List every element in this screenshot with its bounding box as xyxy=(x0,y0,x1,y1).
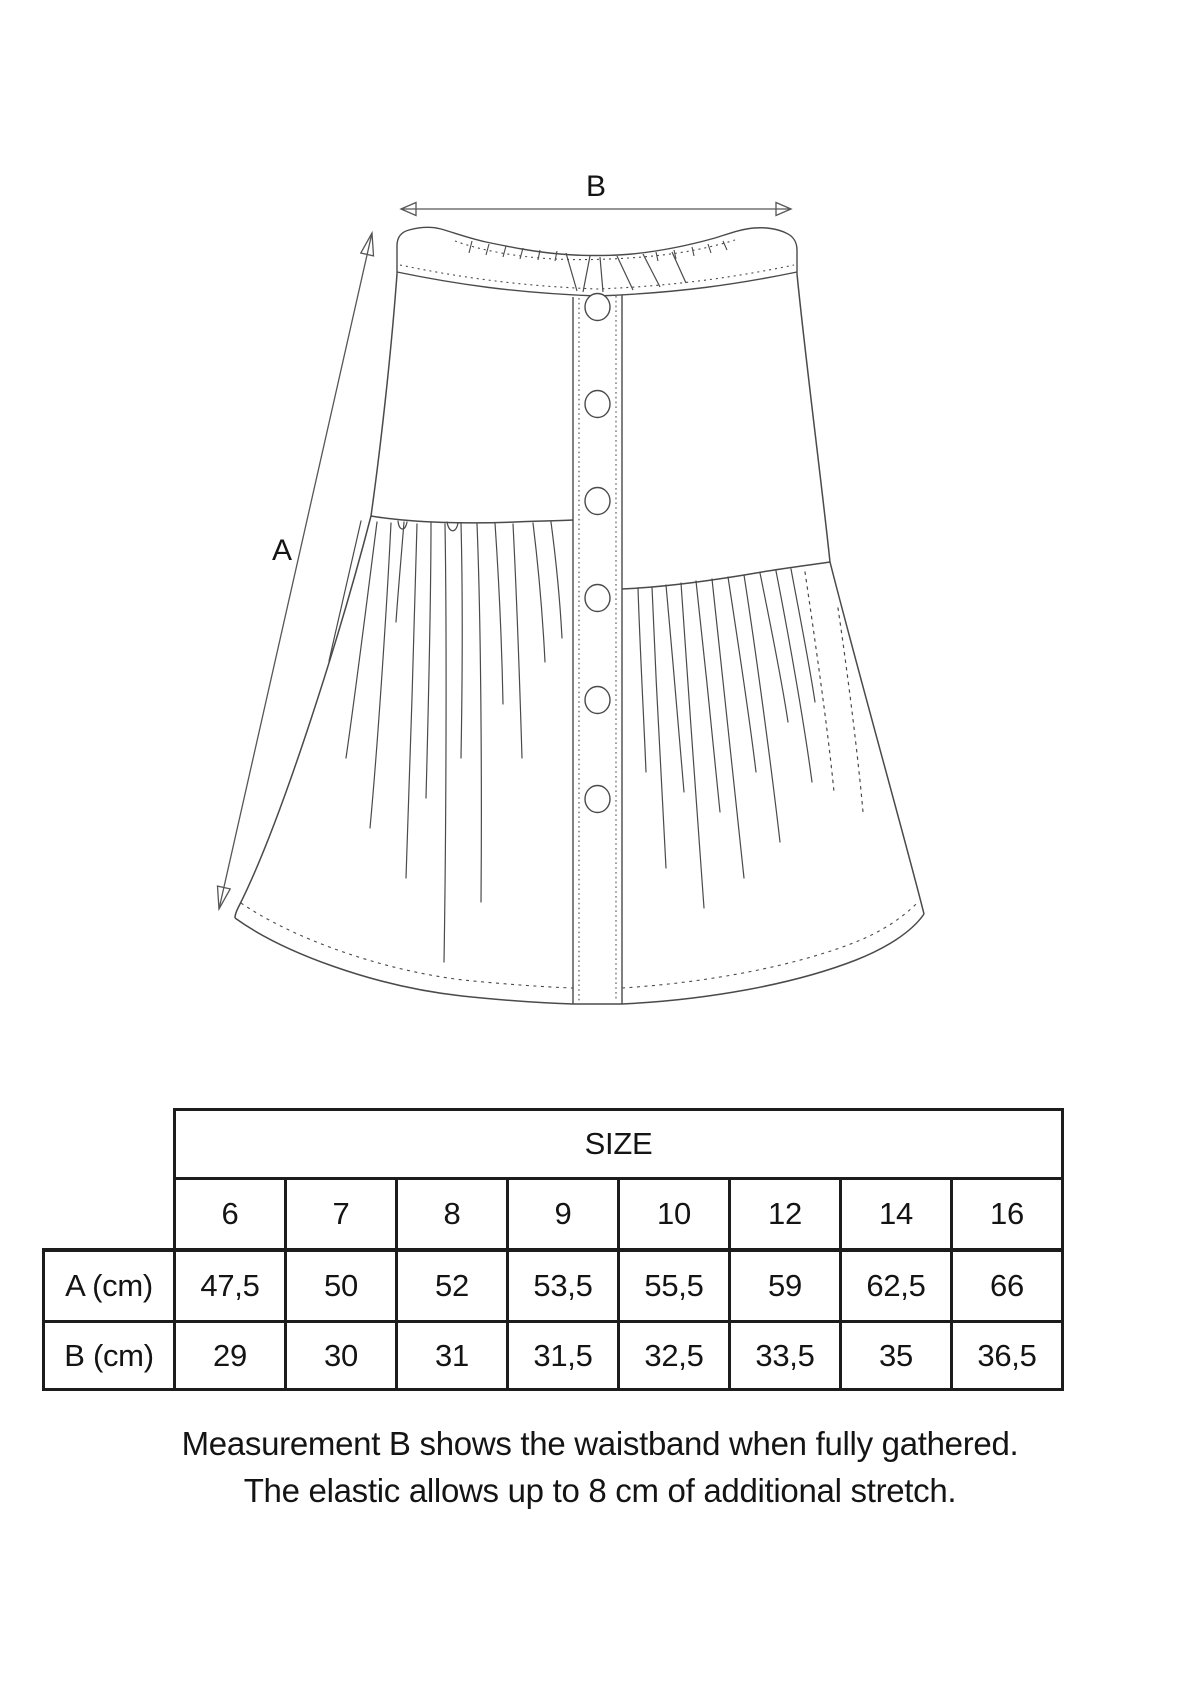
b-value-cell: 29 xyxy=(175,1322,286,1390)
row-label-a: A (cm) xyxy=(44,1250,175,1322)
b-value-cell: 31,5 xyxy=(508,1322,619,1390)
left-tier-gathers xyxy=(329,521,562,962)
label-a: A xyxy=(271,534,293,567)
a-value-cell: 66 xyxy=(952,1250,1063,1322)
size-header: SIZE xyxy=(175,1110,1063,1179)
button xyxy=(585,687,610,714)
measurement-note xyxy=(0,1420,1200,1514)
label-b: B xyxy=(585,170,607,203)
b-value-cell: 35 xyxy=(841,1322,952,1390)
button xyxy=(585,786,610,813)
button xyxy=(585,294,610,321)
b-value-cell: 30 xyxy=(286,1322,397,1390)
a-value-cell: 59 xyxy=(730,1250,841,1322)
b-value-cell: 36,5 xyxy=(952,1322,1063,1390)
button xyxy=(585,488,610,515)
size-cell: 14 xyxy=(841,1179,952,1250)
right-tier-gathers xyxy=(638,569,863,908)
size-table xyxy=(42,1108,1064,1391)
note-line-1: Measurement B shows the waistband when fully gathered. xyxy=(181,1425,1019,1462)
size-cell: 8 xyxy=(397,1179,508,1250)
size-table-sizes-row xyxy=(44,1179,1063,1250)
size-cell: 12 xyxy=(730,1179,841,1250)
measurement-b-row xyxy=(44,1322,1063,1390)
left-flare-edge xyxy=(235,516,371,918)
note-line-2: The elastic allows up to 8 cm of additional stretch. xyxy=(243,1472,957,1509)
button xyxy=(585,391,610,418)
measurement-a-row xyxy=(44,1250,1063,1322)
b-value-cell: 32,5 xyxy=(619,1322,730,1390)
hem-stitch xyxy=(241,903,573,988)
button xyxy=(585,585,610,612)
b-value-cell: 31 xyxy=(397,1322,508,1390)
size-cell: 7 xyxy=(286,1179,397,1250)
size-cell: 9 xyxy=(508,1179,619,1250)
b-value-cell: 33,5 xyxy=(730,1322,841,1390)
a-value-cell: 52 xyxy=(397,1250,508,1322)
waistband xyxy=(397,227,797,296)
left-tier-seam xyxy=(371,516,573,523)
size-cell: 6 xyxy=(175,1179,286,1250)
hem xyxy=(235,901,924,1004)
table-corner-spacer xyxy=(44,1110,175,1250)
left-yoke-edge xyxy=(371,274,397,516)
row-label-b: B (cm) xyxy=(44,1322,175,1390)
right-tier-seam xyxy=(622,562,830,589)
a-value-cell: 55,5 xyxy=(619,1250,730,1322)
right-flare-edge xyxy=(830,562,924,914)
hem-stitch xyxy=(622,901,919,988)
right-yoke-edge xyxy=(797,274,830,562)
size-table-header-row xyxy=(44,1110,1063,1179)
buttons xyxy=(585,294,610,813)
a-value-cell: 47,5 xyxy=(175,1250,286,1322)
a-value-cell: 50 xyxy=(286,1250,397,1322)
size-cell: 16 xyxy=(952,1179,1063,1250)
elastic-fold-marks xyxy=(566,252,686,292)
a-value-cell: 62,5 xyxy=(841,1250,952,1322)
size-cell: 10 xyxy=(619,1179,730,1250)
a-value-cell: 53,5 xyxy=(508,1250,619,1322)
measurement-b-arrow xyxy=(401,203,791,216)
